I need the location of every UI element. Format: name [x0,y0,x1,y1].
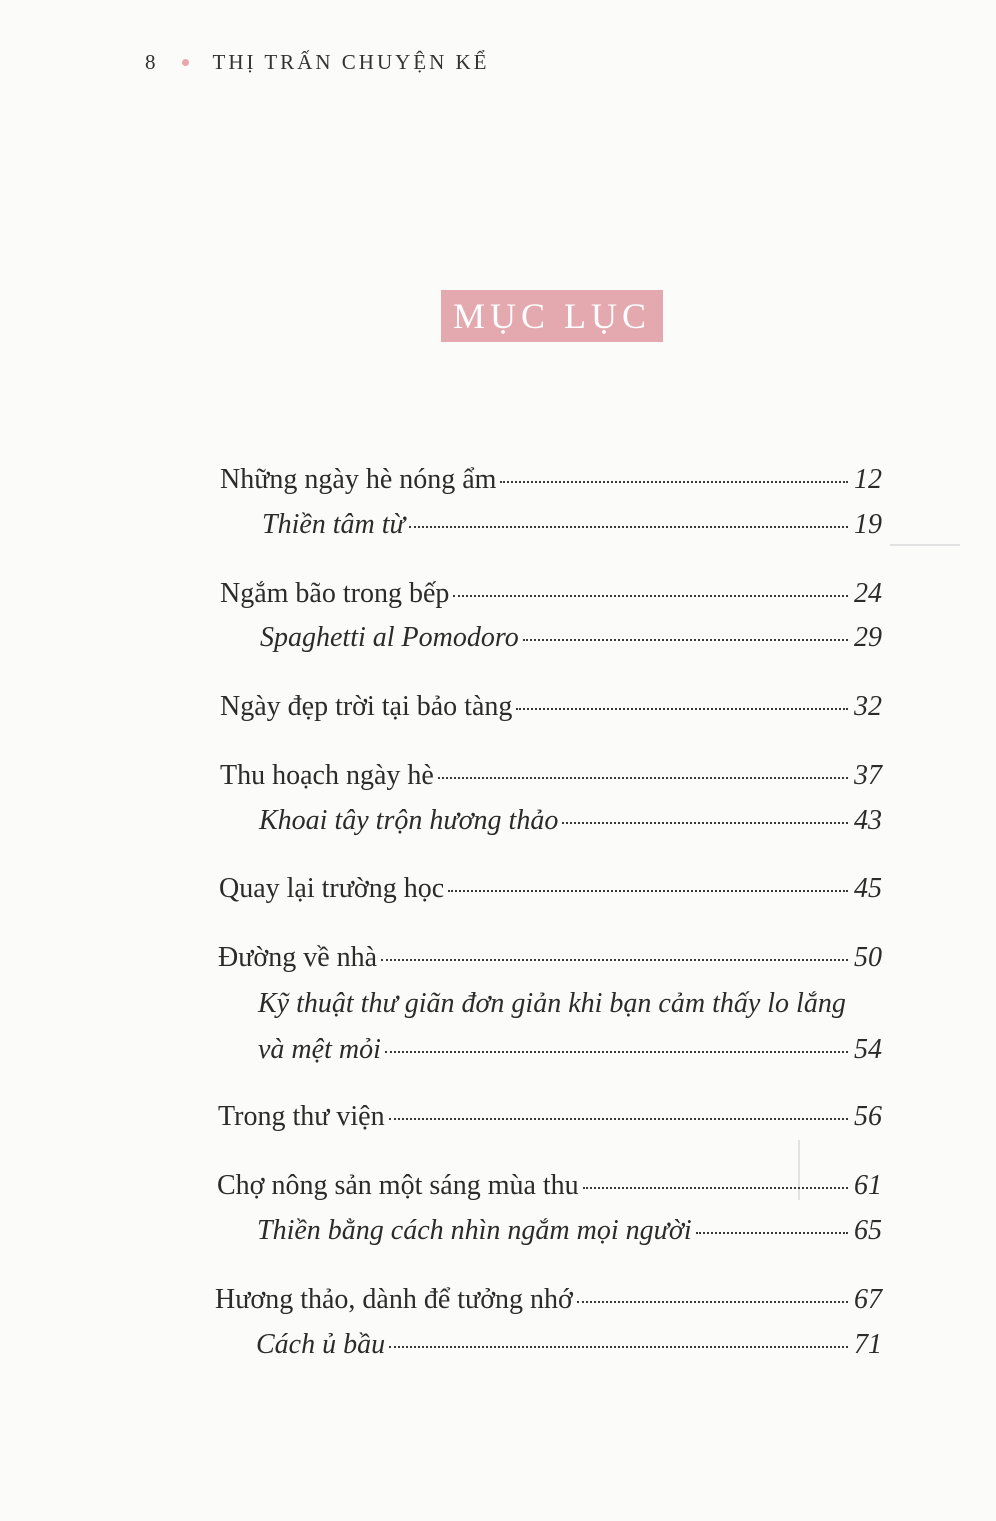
toc-entry[interactable] [220,578,882,610]
dot-leader [453,595,848,597]
toc-entry-title: Đường về nhà [218,942,378,973]
toc-entry[interactable] [262,509,882,541]
toc-entry-page: 24 [854,578,882,609]
dot-leader [385,1051,848,1053]
toc-entry-page: 56 [854,1101,882,1132]
toc-entry-page: 67 [854,1284,882,1315]
toc-entry[interactable] [218,1101,882,1133]
toc-entry-title: Ngắm bão trong bếp [220,578,450,609]
toc-entry-page: 37 [854,760,882,791]
toc-entry-page: 29 [854,622,882,653]
toc-entry[interactable] [257,1215,882,1247]
toc-entry-title: Ngày đẹp trời tại bảo tàng [220,691,513,722]
toc-entry-title: Kỹ thuật thư giãn đơn giản khi bạn cảm thấy lo lắng [258,988,846,1019]
dot-leader [577,1301,848,1303]
toc-entry-title: và mệt mỏi [258,1034,381,1065]
toc-entry[interactable] [218,942,882,974]
toc-entry-page: 12 [854,464,882,495]
toc-entry-title: Spaghetti al Pomodoro [260,622,519,653]
toc-entry[interactable] [219,873,882,905]
toc-entry[interactable] [220,760,882,792]
toc-entry-page: 50 [854,942,882,973]
toc-entry-page: 43 [854,805,882,836]
toc-entry-title: Thiền bằng cách nhìn ngắm mọi người [257,1215,692,1246]
toc-entry-title: Cách ủ bầu [256,1329,386,1360]
book-title: THỊ TRẤN CHUYỆN KỂ [212,50,490,74]
toc-entry-title: Quay lại trường học [219,873,445,904]
toc-entry[interactable] [256,1329,882,1361]
toc-entry-title: Thu hoạch ngày hè [220,760,434,791]
dot-leader [438,777,848,779]
toc-heading: MỤC LỤC [441,290,663,342]
toc-entry-title: Chợ nông sản một sáng mùa thu [217,1170,579,1201]
dot-leader [696,1232,848,1234]
toc-entry-title: Trong thư viện [218,1101,385,1132]
dot-leader [523,639,848,641]
toc-entry-page: 61 [854,1170,882,1201]
dot-leader [500,481,848,483]
dot-leader [516,708,848,710]
dot-leader [409,526,848,528]
dot-leader [389,1118,848,1120]
toc-entry-title: Thiền tâm từ [262,509,405,540]
toc-entry[interactable] [215,1284,882,1316]
toc-entry-page: 54 [854,1034,882,1065]
toc-entry-page: 45 [854,873,882,904]
dot-leader [389,1346,848,1348]
toc-entry[interactable] [258,1034,882,1066]
toc-entry-title: Khoai tây trộn hương thảo [259,805,559,836]
dot-leader [448,890,848,892]
dot-leader [381,959,848,961]
toc-entry-multiline-first[interactable] [258,988,882,1020]
toc-entry-title: Những ngày hè nóng ẩm [220,464,497,495]
toc-entry-title: Hương thảo, dành để tưởng nhớ [215,1284,573,1315]
toc-entry-page: 65 [854,1215,882,1246]
toc-entry[interactable] [217,1170,882,1202]
toc-entry[interactable] [220,691,882,723]
toc-entry-page: 71 [854,1329,882,1360]
toc-entry[interactable] [260,622,882,654]
toc-entry[interactable] [220,464,882,496]
toc-entry-page: 19 [854,509,882,540]
toc-entry-page: 32 [854,691,882,722]
dot-leader [583,1187,848,1189]
dot-leader [562,822,848,824]
page-number: 8 [145,50,156,74]
toc-entry[interactable] [259,805,882,837]
